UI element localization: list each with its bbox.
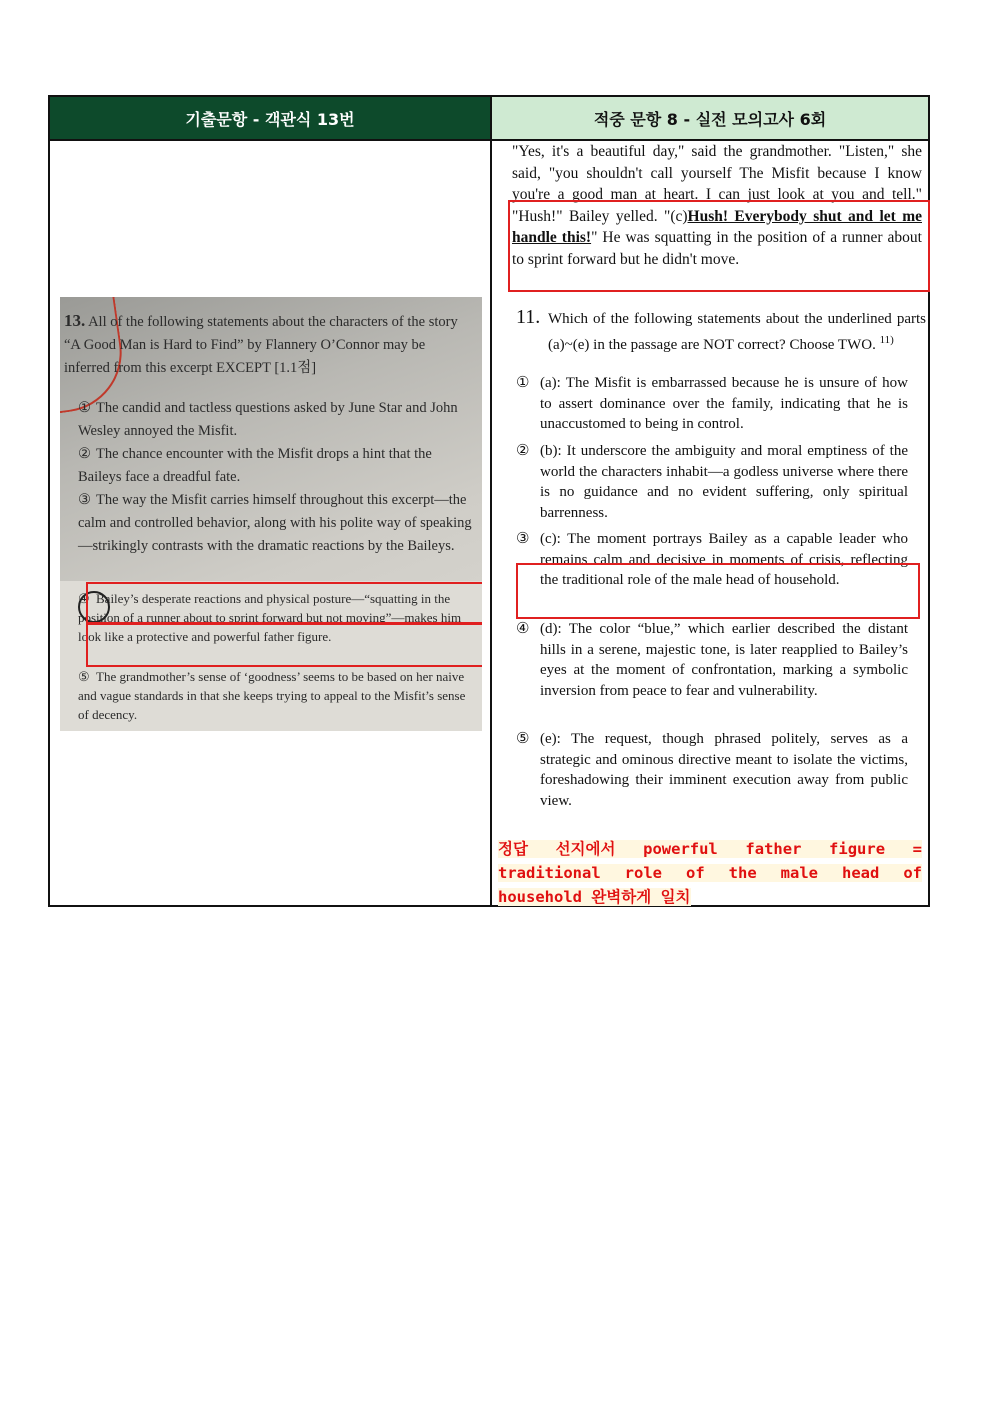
- highlight-box-bottom: [86, 623, 482, 667]
- header-hit-question: 적중 문항 8 - 실전 모의고사 6회: [492, 97, 928, 139]
- photo-option-1: ① The candid and tactless questions asked by June Star and John Wesley annoyed the Misfit.: [78, 400, 458, 439]
- header-past-exam: 기출문항 - 객관식 13번: [50, 97, 490, 139]
- photo-option-5: ⑤ The grandmother’s sense of ‘goodness’ seems to be based on her naive and vague standards in that she keeps trying to appeal to the Misfit’s sense of decency.: [78, 669, 466, 722]
- photo-option-2: ② The chance encounter with the Misfit drops a hint that the Baileys face a dreadful fate.: [78, 446, 432, 485]
- photo-option-4: ④ Bailey’s desperate reactions and physical posture—“squatting in the position of a runner about to sprint forward but not moving”—makes him look like a protective and powerful father figure.: [78, 591, 462, 644]
- question-text: Which of the following statements about the underlined parts (a)~(e) in the passage are NOT correct? Choose TWO. $^{11)}$: [548, 311, 926, 353]
- answer-note: 정답 선지에서 powerful father figure = traditional role of the male head of household 완벽하게 일치: [498, 840, 922, 906]
- photo-question-text: All of the following statements about the characters of the story “A Good Man is Hard to Find” by Flannery O’Connor may be inferred from this excerpt EXCEPT [1.1점]: [64, 314, 458, 376]
- underlined-c: Hush! Everybody shut and let me handle this!: [512, 207, 922, 246]
- passage-highlight-box: [508, 200, 930, 292]
- option-highlight-box: [516, 563, 920, 619]
- footnote-ref: 11): [879, 333, 894, 346]
- exam-photo: [60, 297, 482, 731]
- highlight-box-top: [86, 582, 482, 624]
- photo-option-3: ③ The way the Misfit carries himself throughout this excerpt—the calm and controlled behavior, along with his polite way of speaking—strikingly contrasts with the dramatic reactions by the Baileys.: [78, 492, 472, 554]
- column-divider: [490, 97, 492, 905]
- question-11: [516, 306, 926, 355]
- option-5: ⑤ (e): The request, though phrased politely, serves as a strategic and ominous directive meant to isolate the victims, foreshadowing their imminent execution away from public view.: [516, 731, 908, 809]
- option-1: ① (a): The Misfit is embarrassed because he is unsure of how to assert dominance over the family, indicating that he is unaccustomed to being in control.: [516, 375, 908, 432]
- comparison-table: [48, 95, 930, 907]
- photo-question-number: 13.: [64, 311, 86, 330]
- option-4: ④ (d): The color “blue,” which earlier described the distant hills in a serene, majestic tone, is later reapplied to Bailey’s eyes at the moment of confrontation, marking a symbolic inversion from peace to fear and vulnerability.: [516, 621, 908, 699]
- option-3: ③ (c): The moment portrays Bailey as a capable leader who remains calm and decisive in moments of crisis, reflecting the traditional role of the male head of household.: [516, 531, 908, 588]
- question-number: 11.: [516, 306, 541, 328]
- passage: "Yes, it's a beautiful day," said the grandmother. "Listen," she said, "you shouldn't call yourself The Misfit because I know you're a good man at heart. I can just look at you and tell." "Hush!" Bailey yelled. "(c)Hush! Everybody shut and let me handle this!" He was squatting in the position of a runner about to sprint forward but he didn't move.: [512, 143, 922, 268]
- option-2: ② (b): It underscore the ambiguity and moral emptiness of the world the characters inhabit—a godless universe where there is no guidance and no evident suffering, only spiritual barrenness.: [516, 443, 908, 521]
- photo-question: [64, 309, 464, 380]
